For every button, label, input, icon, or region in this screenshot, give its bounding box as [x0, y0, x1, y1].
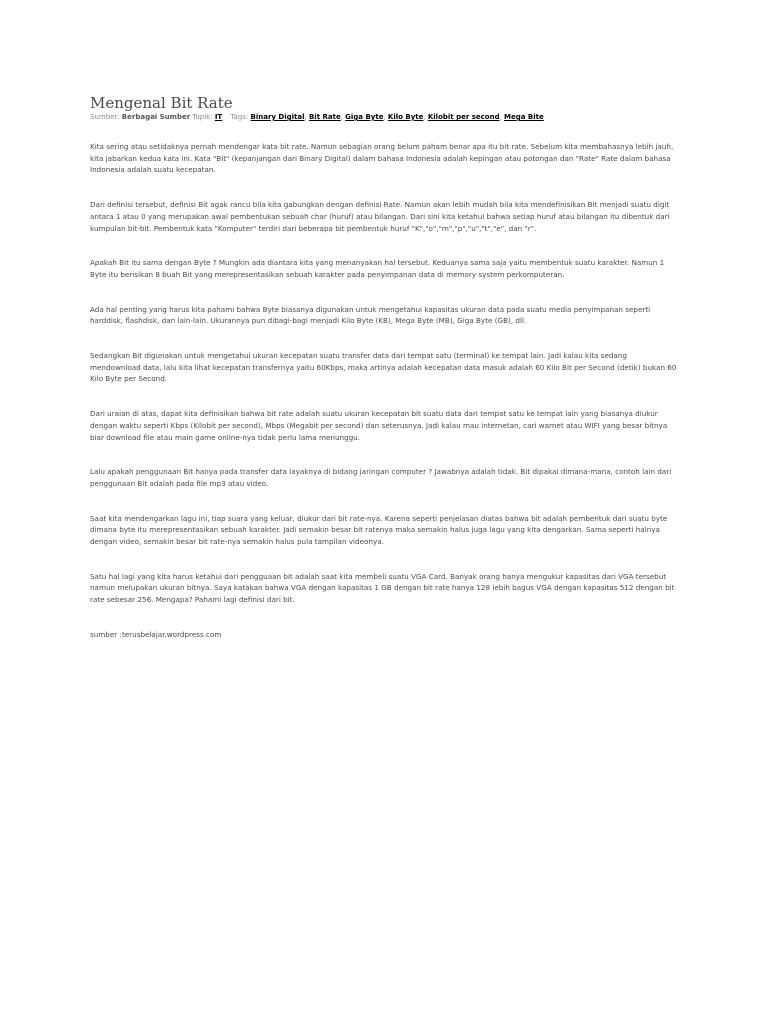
article-body	[90, 141, 678, 641]
paragraph: Sedangkan Bit digunakan untuk mengetahui ukuran kecepatan suatu transfer data dari tempat satu (terminal) ke tempat lain. Jadi kalau kita sedang mendownload data, lalu kita lihat kecepatan transfernya yaitu 60Kbps, maka artinya adalah kecepatan data masuk adalah 60 Kilo Bit per Second (detik) bukan 60 Kilo Byte per Second.	[90, 351, 677, 384]
paragraph: Dari definisi tersebut, definisi Bit agak rancu bila kita gabungkan dengan definisi Rate. Namun akan lebih mudah bila kita mendefinisikan Bit menjadi suatu digit antara 1 atau 0 yang merupakan awal pembentukan sebuah char (huruf) atau bilangan. Dari sini kita ketahui bahwa setiap huruf atau bilangan itu dibentuk dari kumpulan bit-bit. Pembentuk kata "Komputer" terdiri dari beberapa bit pembentuk huruf "K","o","m","p","u","t","e", dan "r".	[90, 200, 670, 233]
article-title: Mengenal Bit Rate	[90, 94, 233, 112]
paragraph: Satu hal lagi yang kita harus ketahui dari pengguaan bit adalah saat kita membeli suatu VGA Card. Banyak orang hanya mengukur kapasitas dari VGA tersebut namun melupakan ukuran bitnya. Saya katakan bahwa VGA dengan kapasitas 1 GB dengan bit rate hanya 128 lebih bagus VGA dengan kapasitas 512 dengan bit rate sebesar 256. Mengapa? Pahami lagi definisi dari bit.	[90, 571, 675, 605]
paragraph: Saat kita mendengarkan lagu ini, tiap suara yang keluar, diukur dari bit rate-nya. Karena seperti penjelasan diatas bahwa bit adalah pembentuk dari suatu byte dimana byte itu merepresentasikan sebuah karakter. Jadi semakin besar bit ratenya maka semakin halus juga lagu yang kita dengarkan. Sama seperti halnya dengan video, semakin besar bit rate-nya semakin halus pula tampilan videonya.	[90, 513, 668, 547]
tag-link-kilobit-per-second[interactable]: Kilobit per second	[427, 113, 500, 121]
tag-link-bit-rate[interactable]: Bit Rate	[308, 113, 341, 121]
tag-link-binary-digital[interactable]: Binary Digital	[250, 113, 305, 121]
tag-link-mega-bite[interactable]: Mega Bite	[504, 113, 544, 121]
topic-link[interactable]: IT	[214, 113, 223, 121]
tag-link-kilo-byte[interactable]: Kilo Byte	[387, 113, 424, 121]
paragraph: Dari uraian di atas, dapat kita definisikan bahwa bit rate adalah suatu ukuran kecepatan bit suatu data dari tempat satu ke tempat lain yang biasanya diukur dengan waktu seperti Kbps (Kilobit per second), Mbps (Megabit per second) dan seterusnya. Jadi kalau mau internetan, cari warnet atau WIFI yang besar bitnya biar download file atau main game online-nya tidak perlu lama menunggu.	[90, 409, 668, 442]
paragraph: Ada hal penting yang harus kita pahami bahwa Byte biasanya digunakan untuk mengetahui kapasitas ukuran data pada suatu media penyimpanan seperti harddisk, flashdisk, dan lain-lain. Ukurannya pun dibagi-bagi menjadi Kilo Byte (KB), Mega Byte (MB), Giga Byte (GB), dll.	[90, 304, 651, 326]
paragraph: Lalu apakah penggunaan Bit hanya pada transfer data layaknya di bidang jaringan computer ? Jawabnya adalah tidak. Bit dipakai dimana-mana, contoh lain dari penggunaan Bit adalah pada file mp3 atau video.	[90, 467, 672, 488]
source-line: sumber :terusbelajar.wordpress.com	[90, 629, 222, 639]
topic-label: Topik:	[192, 113, 213, 121]
paragraph: Kita sering atau setidaknya pernah mendengar kata bit rate. Namun sebagian orang belum paham benar apa itu bit rate. Sebelum kita membahasnya lebih jauh, kita jabarkan kedua kata ini. Kata "Bit" (kepanjangan dari Binary Digital) dalam bahasa Indonesia adalah kepingan atau potongan dan "Rate" Rate dalam bahasa Indonesia adalah suatu kecepatan.	[90, 142, 674, 175]
article-meta: Sumber: Berbagai Sumber Topik: IT Tags: Binary Digital, Bit Rate, Giga Byte, Kilo Byte, Kilobit per second, Mega Bite	[90, 113, 544, 121]
source-value: Berbagai Sumber	[121, 113, 191, 121]
source-label: Sumber:	[90, 113, 120, 121]
article	[90, 94, 678, 641]
tags-label: Tags:	[230, 113, 249, 121]
paragraph: Apakah Bit itu sama dengan Byte ? Mungkin ada diantara kita yang menanyakan hal tersebut. Keduanya sama saja yaitu membentuk suatu karakter. Namun 1 Byte itu berisikan 8 buah Bit yang merepresentasikan sebuah karakter pada penyimpanan data di memory system perkomputeran.	[90, 258, 665, 279]
tag-link-giga-byte[interactable]: Giga Byte	[345, 113, 384, 121]
